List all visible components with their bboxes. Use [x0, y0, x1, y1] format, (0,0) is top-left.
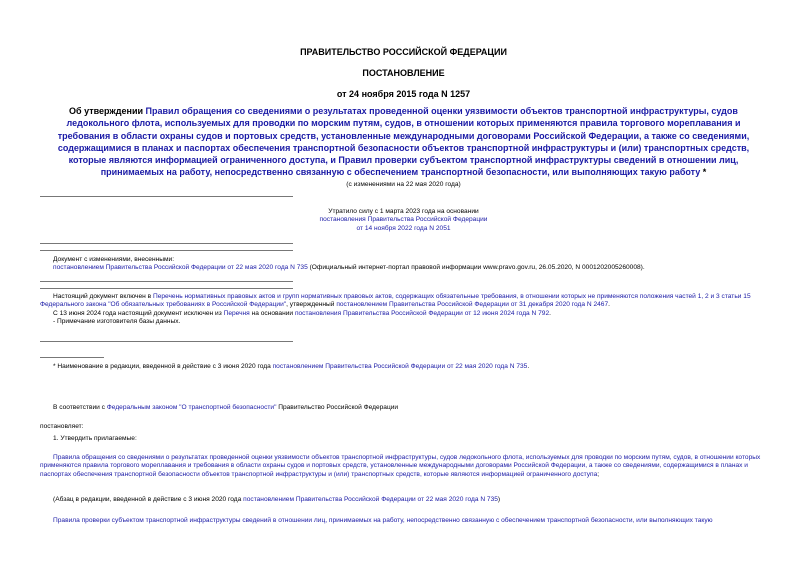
rules-paragraph [53, 517, 773, 525]
note-paragraph: С 13 июня 2024 года настоящий документ исключен из Перечня на основании постановления Правительства Российской Федерации от 12 июня 2024 года N 792. [53, 309, 551, 317]
divider [40, 341, 293, 342]
footnote-divider [40, 357, 104, 358]
note-paragraph: Настоящий документ включен в Перечень нормативных правовых актов и групп нормативных правовых актов, содержащих обязательные требования, в отношении которых не применяются положения частей 1, 2 и 3 статьи 15 Федерального закона "Об обязательных требованиях в Российской Федерации", утвержденный постановлением Правительства Российской Федерации от 31 декабря 2020 года N 2467. [40, 293, 751, 309]
rules-2-link[interactable]: Правила проверки субъектом транспортной инфраструктуры сведений в отношении лиц, принимаемых на работу, непосредственно связанную с обеспечением транспортной безопасности, или выполняющих такую [53, 517, 713, 524]
edit-decree-link[interactable]: постановлением Правительства Российской Федерации от 22 мая 2020 года N 735 [243, 496, 498, 503]
amended-note: (с изменениями на 22 мая 2020 года) [346, 181, 461, 188]
expired-note [0, 208, 807, 233]
decree-792-link[interactable]: постановления Правительства Российской Федерации от 12 июня 2024 года N 792 [294, 309, 550, 317]
list-exclusion-link[interactable]: Перечня [223, 309, 250, 317]
government-name: ПРАВИТЕЛЬСТВО РОССИЙСКОЙ ФЕДЕРАЦИИ [300, 47, 507, 57]
document-type: ПОСТАНОВЛЕНИЕ [362, 68, 445, 78]
database-note [40, 293, 767, 327]
divider [40, 281, 293, 282]
expired-link-number[interactable]: от 14 ноября 2022 года N 2051 [356, 224, 451, 232]
decree-word: постановляет: [40, 423, 84, 430]
amendment-link[interactable]: постановлением Правительства Российской Федерации от 22 мая 2020 года N 735 [53, 264, 308, 272]
edit-note: (Абзац в редакции, введенной в действие с 3 июня 2020 года постановлением Правительства Российской Федерации от 22 мая 2020 года N 735) [53, 496, 501, 503]
document-date-number: от 24 ноября 2015 года N 1257 [336, 89, 471, 99]
amendments-block [53, 256, 773, 273]
rules-1-link[interactable]: Правила обращения со сведениями о результатах проведенной оценки уязвимости объектов транспортной инфраструктуры, судов ледокольного флота, используемых для проводки по морским путям, судов, в отношении которых применяются правила торгового мореплавания и требования в области охраны судов и портовых средств, установленные международными договорами Российской Федерации, а также со сведениями, содержащимися в планах и паспортах обеспечения транспортной безопасности объектов транспортной инфраструктуры и (или) транспортных средств, которые являются информацией ограниченного доступа [40, 454, 761, 478]
title-suffix: * [700, 167, 707, 178]
federal-law-link[interactable]: Федеральным законом "О транспортной безопасности" [106, 404, 277, 411]
footnote-decree-link[interactable]: постановлением Правительства Российской Федерации от 22 мая 2020 года N 735 [272, 363, 528, 370]
note-paragraph: - Примечание изготовителя базы данных. [53, 318, 181, 326]
expired-line: Утратило силу с 1 марта 2023 года на основании [328, 208, 479, 215]
rules-paragraph: Правила обращения со сведениями о результатах проведенной оценки уязвимости объектов транспортной инфраструктуры, судов ледокольного флота, используемых для проводки по морским путям, судов, в отношении которых применяются правила торгового мореплавания и требования в области охраны судов и портовых средств, установленные международными договорами Российской Федерации, а также со сведениями, содержащимися в планах и паспортах обеспечения транспортной безопасности объектов транспортной инфраструктуры и (или) транспортных средств, которые являются информацией ограниченного доступа; [40, 454, 761, 478]
preamble: В соответствии с Федеральным законом "О транспортной безопасности" Правительство Российской Федерации [53, 404, 399, 411]
amendments-label: Документ с изменениями, внесенными: [53, 256, 175, 263]
footnote: * Наименование в редакции, введенной в действие с 3 июня 2020 года постановлением Правительства Российской Федерации от 22 мая 2020 года N 735. [53, 363, 530, 370]
divider [40, 288, 293, 289]
document-title [40, 105, 767, 179]
title-prefix: Об утверждении [69, 106, 146, 116]
amendment-source: (Официальный интернет-портал правовой информации www.pravo.gov.ru, 26.05.2020, N 0001202005260008). [307, 264, 645, 272]
decree-2467-link[interactable]: постановлением Правительства Российской Федерации от 31 декабря 2020 года N 2467 [336, 301, 609, 309]
approve-item: 1. Утвердить прилагаемые: [53, 435, 137, 442]
divider [40, 196, 293, 197]
title-rules-link[interactable]: Правил обращения со сведениями о результатах проведенной оценки уязвимости объектов транспортной инфраструктуры, судов ледокольного флота, используемых для проводки по морским путям, судов, в отношении которых применяются правила торгового мореплавания и требования в области охраны судов и портовых средств, установленные международными договорами Российской Федерации, а также со сведениями, содержащимися в планах и паспортах обеспечения транспортной безопасности объектов транспортной инфраструктуры и (или) транспортных средств, которые являются информацией ограниченного доступа, и Правил проверки субъектом транспортной инфраструктуры сведений в отношении лиц, принимаемых на работу, непосредственно связанную с обеспечением транспортной безопасности, или выполняющих такую работу [57, 106, 750, 178]
list-link[interactable]: Перечень нормативных правовых актов и групп нормативных правовых актов, содержащих обязательные требования, в отношении которых не применяются положения частей 1, 2 и 3 статьи 15 Федерального закона "Об обязательных требованиях в Российской Федерации" [40, 293, 751, 309]
divider [40, 250, 293, 251]
expired-link[interactable]: постановления Правительства Российской Федерации [319, 216, 488, 224]
divider [40, 243, 293, 244]
